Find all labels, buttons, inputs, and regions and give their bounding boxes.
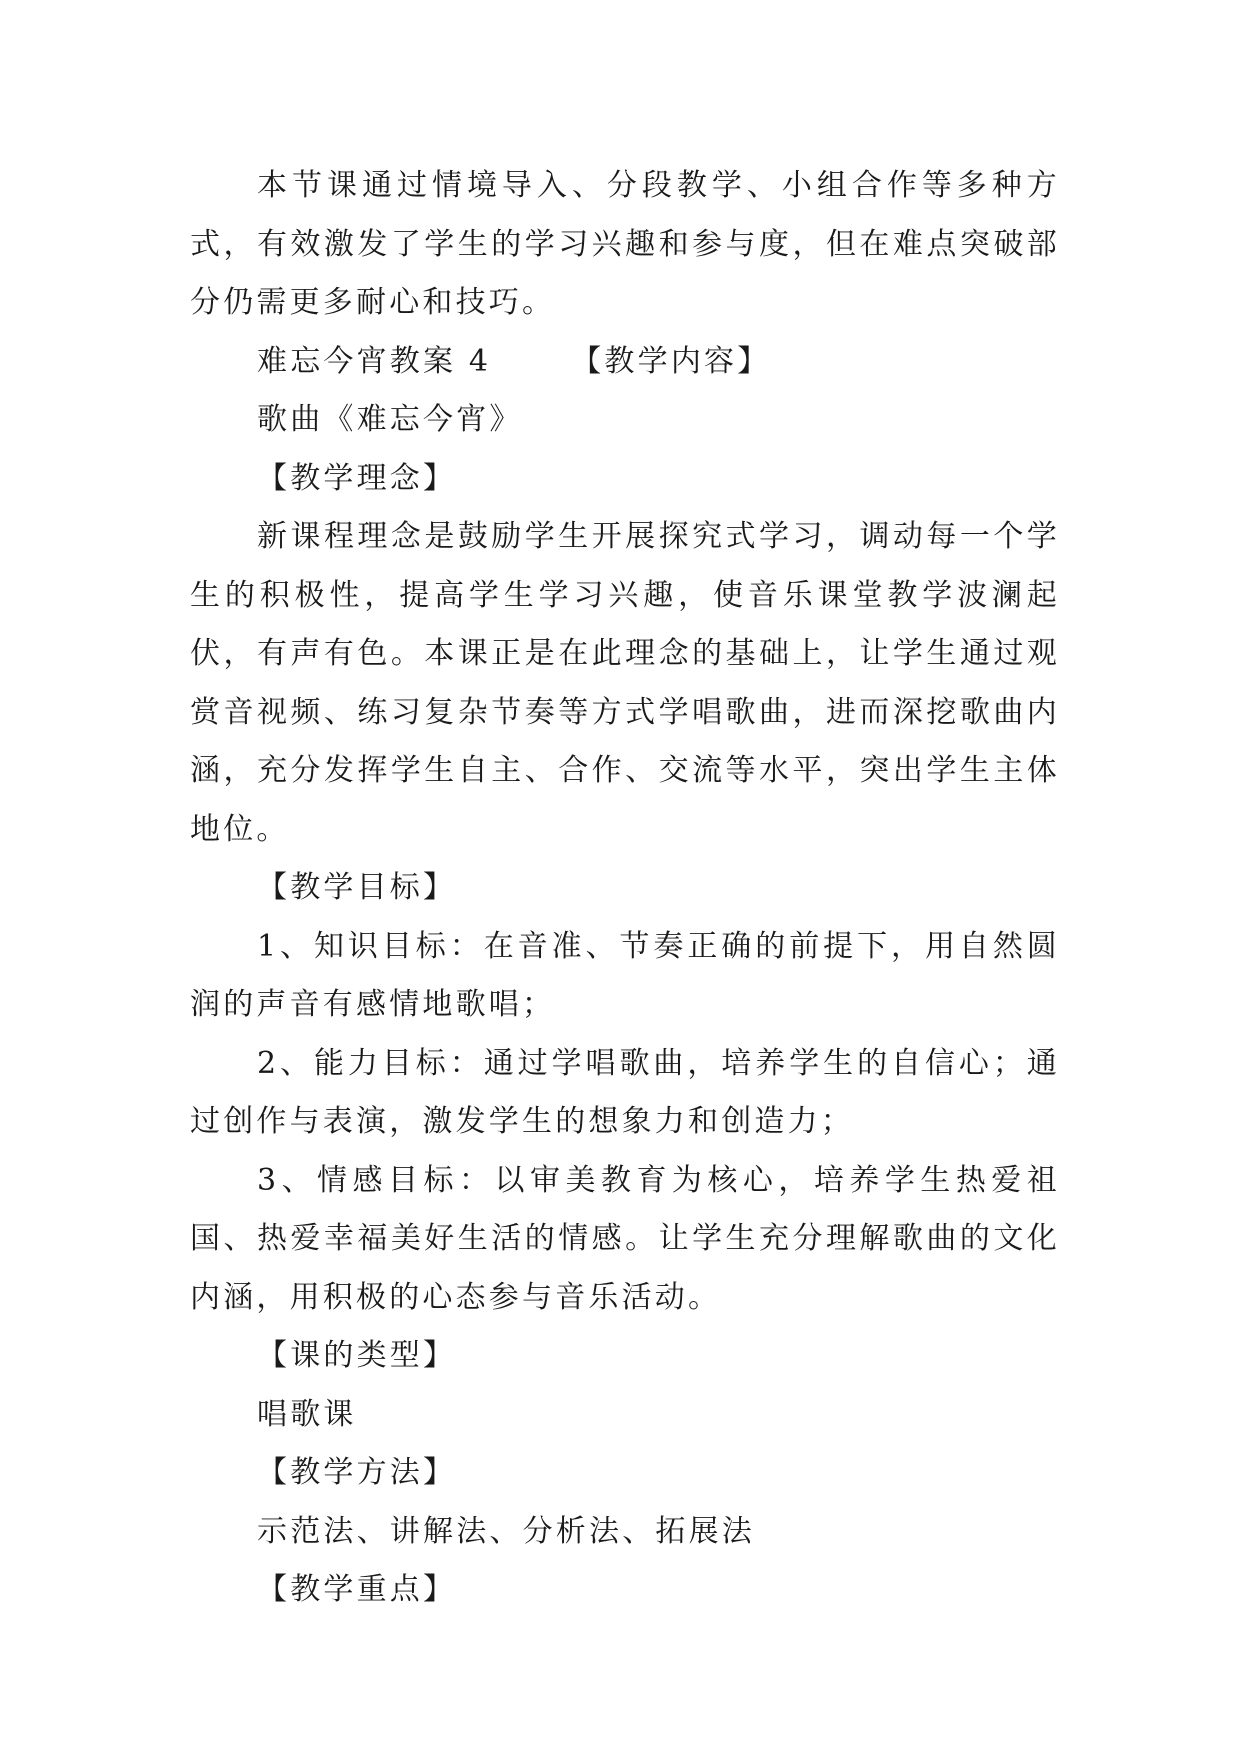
paragraph-lesson-type: 唱歌课 xyxy=(257,1396,357,1432)
section-subheading-content: 【教学内容】 xyxy=(571,343,771,379)
heading-teaching-goals: 【教学目标】 xyxy=(257,870,457,905)
heading-teaching-philosophy: 【教学理念】 xyxy=(257,460,457,496)
paragraph-song-title: 歌曲《难忘今宵》 xyxy=(257,402,523,437)
heading-lesson-type: 【课的类型】 xyxy=(257,1338,457,1373)
paragraph-goal-knowledge: 1、知识目标：在音准、节奏正确的前提下，用自然圆润的声音有感情地歌唱； xyxy=(190,928,1060,1022)
heading-teaching-methods: 【教学方法】 xyxy=(257,1455,457,1490)
paragraph-reflection: 本节课通过情境导入、分段教学、小组合作等多种方式，有效激发了学生的学习兴趣和参与度，但在难点突破部分仍需更多耐心和技巧。 xyxy=(190,168,1060,320)
paragraph-goal-emotion: 3、情感目标：以审美教育为核心，培养学生热爱祖国、热爱幸福美好生活的情感。让学生充分理解歌曲的文化内涵，用积极的心态参与音乐活动。 xyxy=(190,1162,1060,1315)
section-heading-line xyxy=(190,333,1060,392)
paragraph-philosophy: 新课程理念是鼓励学生开展探究式学习，调动每一个学生的积极性，提高学生学习兴趣，使音乐课堂教学波澜起伏，有声有色。本课正是在此理念的基础上，让学生通过观赏音视频、练习复杂节奏等方式学唱歌曲，进而深挖歌曲内涵，充分发挥学生自主、合作、交流等水平，突出学生主体地位。 xyxy=(190,519,1060,847)
heading-teaching-focus: 【教学重点】 xyxy=(257,1572,457,1607)
paragraph-teaching-methods: 示范法、讲解法、分析法、拓展法 xyxy=(257,1513,755,1549)
section-title: 难忘今宵教案 4 xyxy=(257,343,492,379)
paragraph-goal-ability: 2、能力目标：通过学唱歌曲，培养学生的自信心；通过创作与表演，激发学生的想象力和创造力； xyxy=(190,1045,1060,1139)
document-body xyxy=(190,157,1060,1620)
